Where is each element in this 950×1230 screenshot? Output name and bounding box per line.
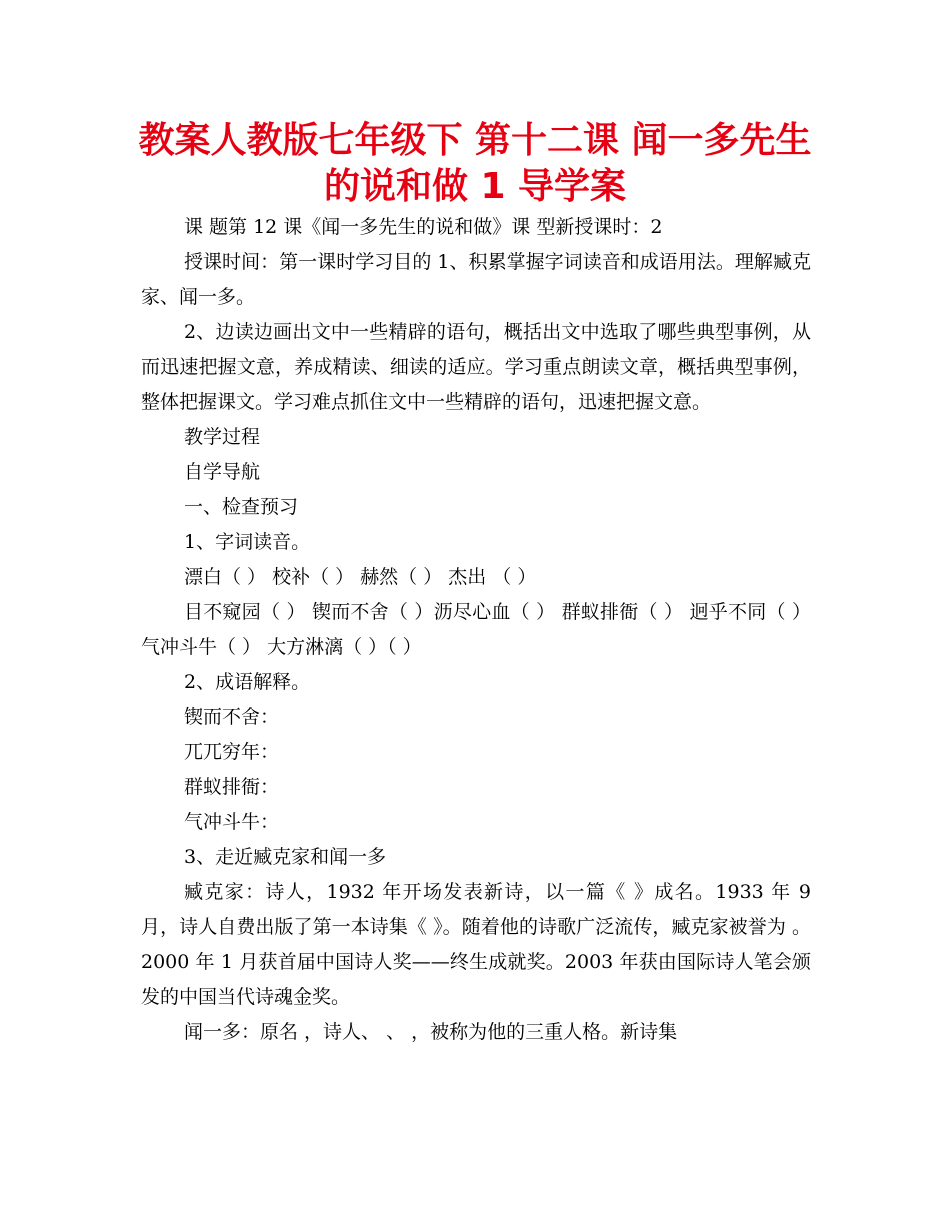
- pronunciation-row-1: 漂白（ ） 校补（ ） 赫然（ ） 杰出 （ ）: [184, 566, 537, 588]
- heading-self-study: 自学导航: [184, 461, 261, 483]
- lesson-info: 课 题第 12 课《闻一多先生的说和做》课 型新授课时：2: [184, 216, 663, 238]
- paragraph-wen-yiduo: 闻一多：原名 ，诗人、 、 ，被称为他的三重人格。新诗集: [184, 1021, 678, 1043]
- heading-authors: 3、走近臧克家和闻一多: [184, 846, 387, 868]
- idiom-item: 群蚁排衙：: [184, 776, 280, 798]
- idiom-item: 兀兀穷年：: [184, 741, 280, 763]
- title-line-1: 教案人教版七年级下 第十二课 闻一多先生: [138, 120, 812, 161]
- paragraph-key-points: 2、边读边画出文中一些精辟的语句，概括出文中选取了哪些典型事例，从而迅速把握文意，养成精读、细读的适应。学习重点朗读文章，概括典型事例，整体把握课文。学习难点抓住文中一些精辟的语句，迅速把握文意。: [141, 321, 811, 413]
- paragraph-zang-kejia: 臧克家：诗人，1932 年开场发表新诗，以一篇《 》成名。1933 年 9 月，诗人自费出版了第一本诗集《 》。随着他的诗歌广泛流传，臧克家被誉为 。2000 年 1 月获首届中国诗人奖——终生成就奖。2003 年获由国际诗人笔会颁发的中国当代诗魂金奖。: [141, 881, 811, 1008]
- paragraph-objectives: 授课时间：第一课时学习目的 1、积累掌握字词读音和成语用法。理解臧克家、闻一多。: [141, 251, 811, 308]
- pronunciation-row-2: 目不窥园（ ） 锲而不舍（ ）沥尽心血（ ） 群蚁排衙（ ） 迥乎不同（ ）气冲斗牛（ ） 大方淋漓（ ）（ ）: [141, 601, 811, 658]
- document-title: [120, 118, 830, 210]
- title-line-2: 的说和做 1 导学案: [323, 166, 627, 207]
- document-body: [141, 210, 811, 1050]
- heading-teaching-process: 教学过程: [184, 426, 261, 448]
- heading-check-preview: 一、检查预习: [184, 496, 299, 518]
- idiom-item: 锲而不舍：: [184, 706, 280, 728]
- idiom-item: 气冲斗牛：: [184, 811, 280, 833]
- heading-pronunciation: 1、字词读音。: [184, 531, 311, 553]
- heading-idiom-explanation: 2、成语解释。: [184, 671, 311, 693]
